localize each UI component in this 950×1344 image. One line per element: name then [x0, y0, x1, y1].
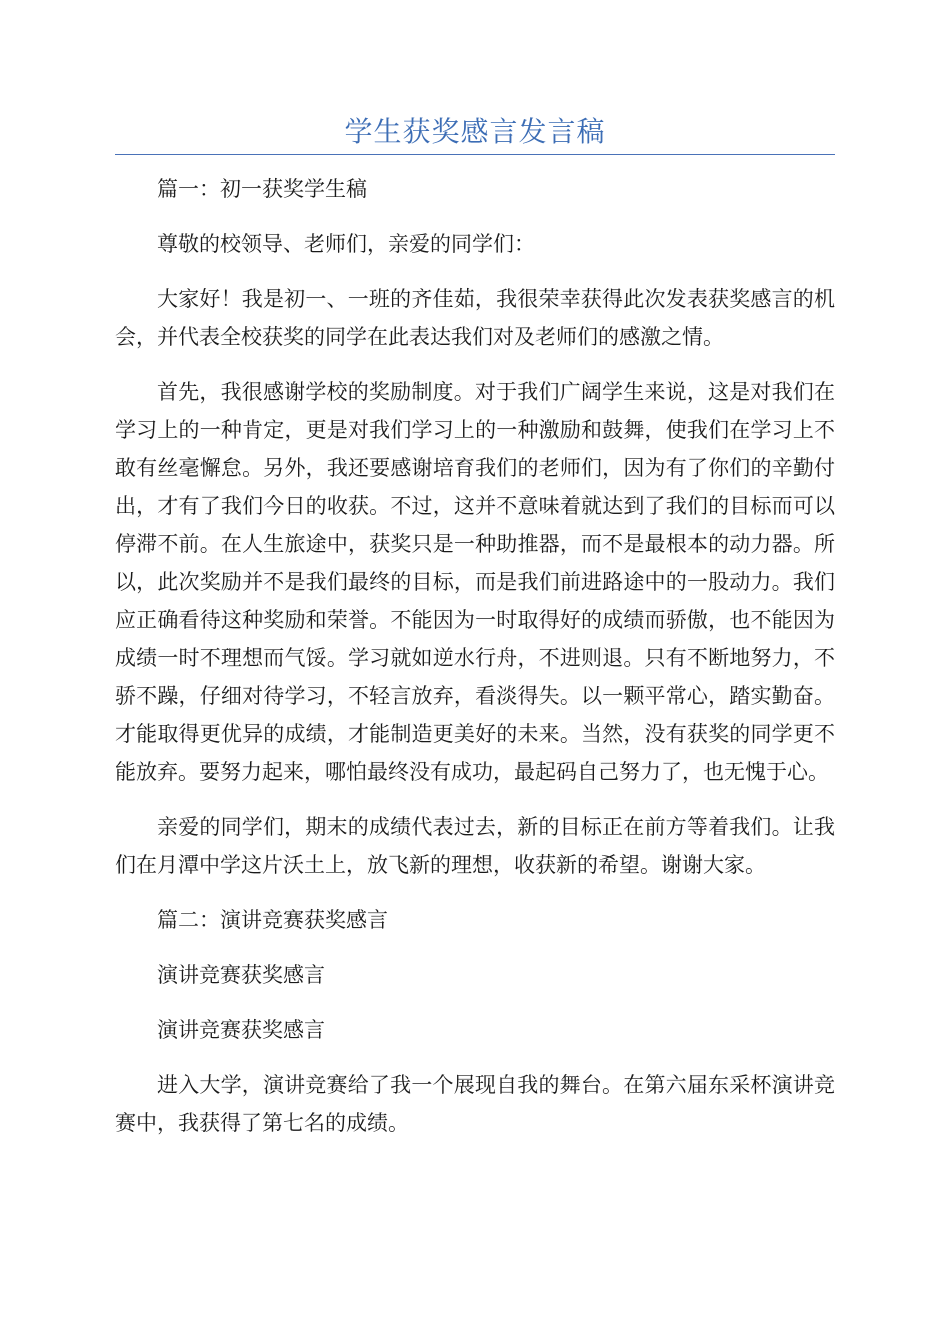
title-underline — [115, 154, 835, 155]
document-body — [115, 170, 835, 1159]
body-paragraph: 亲爱的同学们，期末的成绩代表过去，新的目标正在前方等着我们。让我们在月潭中学这片沃土上，放飞新的理想，收获新的希望。谢谢大家。 — [115, 815, 835, 877]
body-paragraph: 首先，我很感谢学校的奖励制度。对于我们广阔学生来说，这是对我们在学习上的一种肯定，更是对我们学习上的一种激励和鼓舞，使我们在学习上不敢有丝毫懈怠。另外，我还要感谢培育我们的老师们，因为有了你们的辛勤付出，才有了我们今日的收获。不过，这并不意味着就达到了我们的目标而可以停滞不前。在人生旅途中，获奖只是一种助推器，而不是最根本的动力器。所以，此次奖励并不是我们最终的目标，而是我们前进路途中的一股动力。我们应正确看待这种奖励和荣誉。不能因为一时取得好的成绩而骄傲，也不能因为成绩一时不理想而气馁。学习就如逆水行舟，不进则退。只有不断地努力，不骄不躁，仔细对待学习，不轻言放弃，看淡得失。以一颗平常心，踏实勤奋。才能取得更优异的成绩，才能制造更美好的未来。当然，没有获奖的同学更不能放弃。要努力起来，哪怕最终没有成功，最起码自己努力了，也无愧于心。 — [115, 380, 835, 784]
body-paragraph: 大家好！我是初一、一班的齐佳茹，我很荣幸获得此次发表获奖感言的机会，并代表全校获奖的同学在此表达我们对及老师们的感激之情。 — [115, 287, 835, 349]
salutation: 尊敬的校领导、老师们，亲爱的同学们： — [157, 232, 535, 256]
body-paragraph: 进入大学，演讲竞赛给了我一个展现自我的舞台。在第六届东采杯演讲竞赛中，我获得了第七名的成绩。 — [115, 1073, 835, 1135]
subheading: 演讲竞赛获奖感言 — [157, 1018, 325, 1042]
section-heading: 篇一：初一获奖学生稿 — [157, 177, 367, 201]
section-heading: 篇二：演讲竞赛获奖感言 — [157, 908, 388, 932]
subheading: 演讲竞赛获奖感言 — [157, 963, 325, 987]
document-title: 学生获奖感言发言稿 — [344, 115, 606, 148]
